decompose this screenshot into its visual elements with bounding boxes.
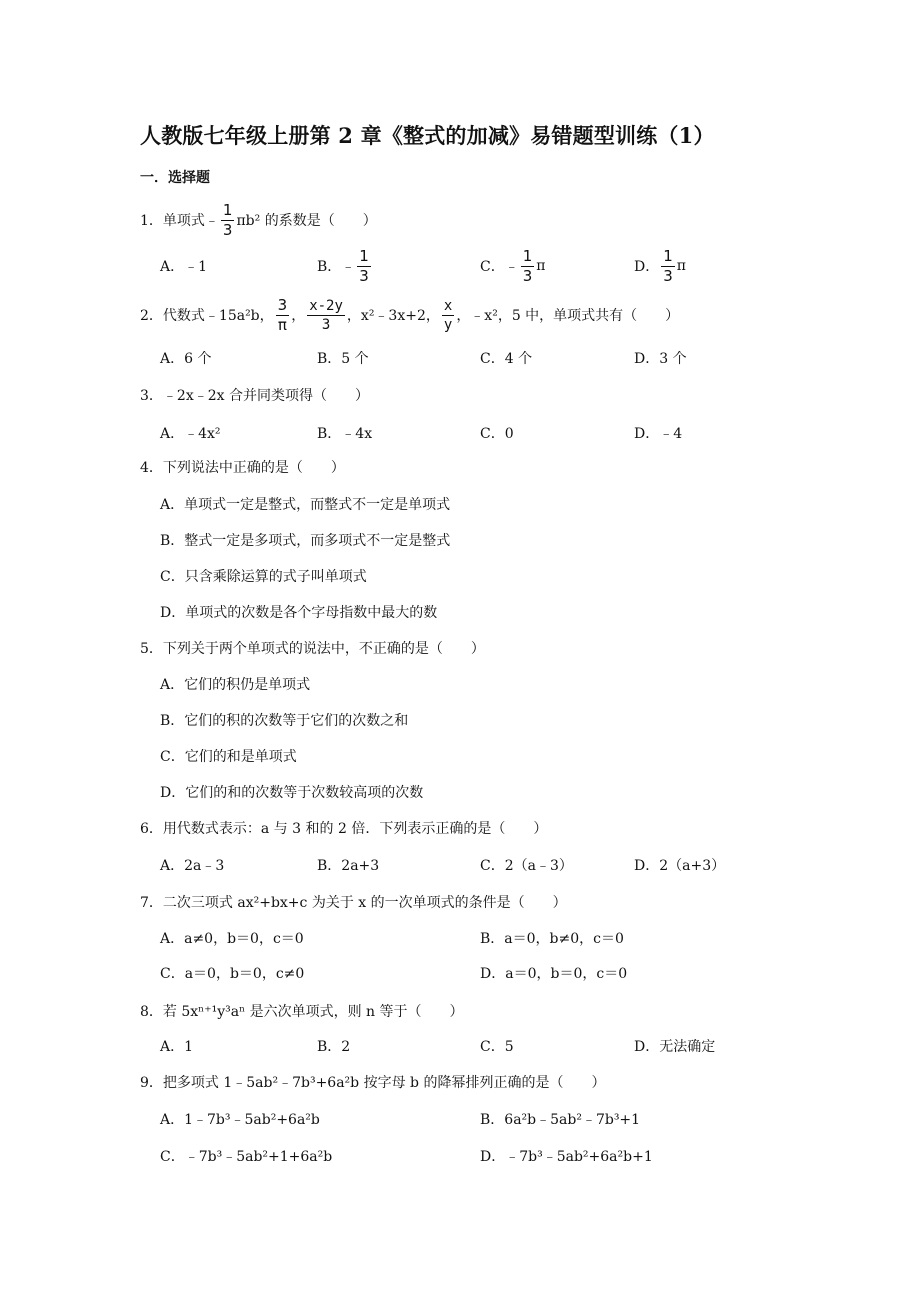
option-a-text: A．它们的积仍是单项式 [160,677,311,693]
option-a[interactable]: A．﹣4x² [160,426,221,442]
option-a[interactable]: A．a≠0，b＝0，c＝0 [160,931,304,947]
option-b[interactable]: B．2a+3 [317,858,380,874]
option-d[interactable] [160,597,860,627]
option-c-label: C．﹣ [480,259,519,275]
question-9-stem: 9．把多项式 1﹣5ab²﹣7b³+6a²b 按字母 b 的降幂排列正确的是（ ） [140,1075,606,1091]
option-b-text: B．它们的积的次数等于它们的次数之和 [160,713,409,729]
option-d-suffix: π [676,258,686,274]
option-c[interactable]: C．5 [480,1039,514,1055]
option-a[interactable] [160,256,207,276]
option-c-suffix: π [536,258,546,274]
option-b[interactable]: B．﹣4x [317,426,373,442]
question-7 [140,887,860,917]
option-c[interactable] [480,246,546,285]
fraction-numerator: 1 [359,246,369,265]
fraction-denominator: π [277,315,287,334]
fraction [442,299,454,332]
fraction [307,299,345,332]
fraction-denominator: y [443,316,453,333]
option-d[interactable] [634,246,686,285]
option-a-text: A．﹣1 [160,259,208,275]
option-b[interactable] [317,246,373,285]
fraction-denominator: 3 [222,220,233,239]
question-1-stem-end: πb² 的系数是（ ） [236,213,377,229]
page-title: 人教版七年级上册第 2 章《整式的加减》易错题型训练（1） [140,123,715,148]
question-5 [140,633,860,663]
question-7-options-row-2 [160,958,860,988]
question-1-stem-start: 1．单项式﹣ [140,213,219,229]
question-7-stem: 7．二次三项式 ax²+bx+c 为关于 x 的一次单项式的条件是（ ） [140,895,567,911]
option-c[interactable]: C．4 个 [480,351,533,367]
option-c[interactable]: C．﹣7b³﹣5ab²+1+6a²b [160,1149,333,1165]
fraction-numerator: x-2y [309,297,343,314]
separator: ， [291,308,306,324]
question-9 [140,1067,860,1097]
option-c-text: C．只含乘除运算的式子叫单项式 [160,569,367,585]
option-b[interactable]: B．6a²b﹣5ab²﹣7b³+1 [480,1112,641,1128]
option-a[interactable] [160,669,860,699]
question-6-options [160,850,860,880]
question-9-options-row-1 [160,1104,860,1134]
fraction [276,295,290,334]
question-8-options [160,1031,860,1061]
fraction-numerator: 1 [663,246,673,265]
fraction-numerator: 1 [522,246,533,265]
option-d[interactable]: D．3 个 [634,351,687,367]
option-c[interactable] [160,561,860,591]
question-8-stem: 8．若 5xⁿ⁺¹y³aⁿ 是六次单项式，则 n 等于（ ） [140,1004,464,1020]
option-b-text: B．整式一定是多项式，而多项式不一定是整式 [160,533,451,549]
option-a[interactable] [160,489,860,519]
fraction [521,246,535,285]
question-3-options [160,418,860,448]
option-d[interactable]: D．无法确定 [634,1039,716,1055]
option-d-text: D．它们的和的次数等于次数较高项的次数 [160,785,424,801]
question-3 [140,380,860,410]
option-a[interactable]: A．2a﹣3 [160,858,225,874]
question-2-stem-end: ，﹣x²，5 中，单项式共有（ ） [456,308,680,324]
question-5-stem: 5．下列关于两个单项式的说法中，不正确的是（ ） [140,641,485,657]
option-b-label: B．﹣ [317,259,356,275]
option-a[interactable]: A．6 个 [160,351,212,367]
fraction-numerator: x [443,297,453,314]
fraction-denominator: 3 [359,266,369,285]
question-2 [140,295,860,334]
question-7-options-row-1 [160,923,860,953]
option-d[interactable]: D．2（a+3） [634,858,726,874]
option-c[interactable]: C．2（a﹣3） [480,858,573,874]
question-4-stem: 4．下列说法中正确的是（ ） [140,460,345,476]
option-b[interactable]: B．2 [317,1039,351,1055]
question-6 [140,813,860,843]
option-b[interactable] [160,705,860,735]
question-2-options [160,343,860,373]
question-6-stem: 6．用代数式表示：a 与 3 和的 2 倍．下列表示正确的是（ ） [140,821,548,837]
question-9-options-row-2 [160,1141,860,1171]
fraction [221,200,235,239]
option-c[interactable]: C．0 [480,426,514,442]
fraction-denominator: 3 [663,266,673,285]
option-c[interactable] [160,741,860,771]
section-heading: 一．选择题 [140,170,210,186]
option-b[interactable] [160,525,860,555]
option-c-text: C．它们的和是单项式 [160,749,297,765]
option-d[interactable]: D．﹣4 [634,426,683,442]
option-d-text: D．单项式的次数是各个字母指数中最大的数 [160,605,438,621]
fraction-numerator: 1 [222,200,233,219]
option-a[interactable]: A．1﹣7b³﹣5ab²+6a²b [160,1112,320,1128]
option-c[interactable]: C．a＝0，b＝0，c≠0 [160,966,305,982]
fraction [661,246,675,285]
question-2-stem-middle: ，x²﹣3x+2， [346,308,440,324]
fraction-numerator: 3 [277,295,288,314]
option-d-label: D． [634,259,660,275]
option-b[interactable]: B．a＝0，b≠0，c＝0 [480,931,624,947]
fraction-denominator: 3 [321,316,331,333]
question-1-options [160,246,860,285]
option-d[interactable] [160,777,860,807]
question-2-stem-start: 2．代数式﹣15a²b， [140,308,274,324]
fraction [357,246,371,285]
option-a[interactable]: A．1 [160,1039,194,1055]
option-d[interactable]: D．a＝0，b＝0，c＝0 [480,966,628,982]
option-b[interactable]: B．5 个 [317,351,369,367]
question-1 [140,200,860,239]
option-a-text: A．单项式一定是整式，而整式不一定是单项式 [160,497,451,513]
fraction-denominator: 3 [522,266,533,285]
question-3-stem: 3．﹣2x﹣2x 合并同类项得（ ） [140,388,369,404]
question-4 [140,452,860,482]
question-8 [140,996,860,1026]
option-d[interactable]: D．﹣7b³﹣5ab²+6a²b+1 [480,1149,653,1165]
